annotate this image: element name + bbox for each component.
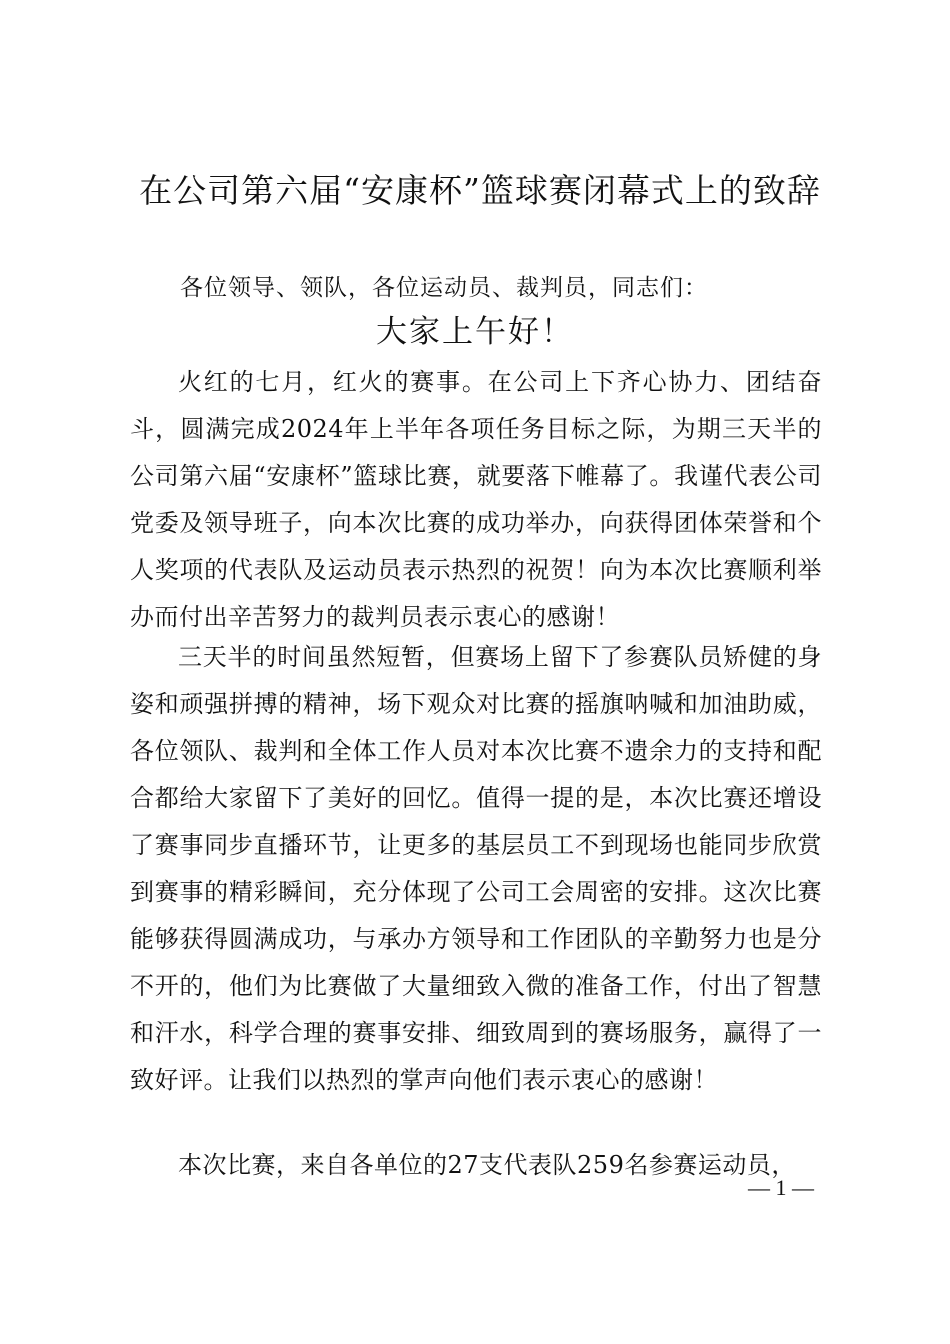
salutation: 各位领导、领队，各位运动员、裁判员，同志们： (180, 275, 708, 301)
greeting: 大家上午好！ (376, 314, 574, 350)
paragraph-1: 火红的七月，红火的赛事。在公司上下齐心协力、团结奋斗，圆满完成2024年上半年各项任务目标之际，为期三天半的公司第六届“安康杯”篮球比赛，就要落下帷幕了。我谨代表公司党委及领导班子，向本次比赛的成功举办，向获得团体荣誉和个人奖项的代表队及运动员表示热烈的祝贺！向为本次比赛顺利举办而付出辛苦努力的裁判员表示衷心的感谢！ (130, 368, 822, 631)
paragraph-2: 三天半的时间虽然短暂，但赛场上留下了参赛队员矫健的身姿和顽强拼搏的精神，场下观众对比赛的摇旗呐喊和加油助威，各位领队、裁判和全体工作人员对本次比赛不遗余力的支持和配合都给大家留下了美好的回忆。值得一提的是，本次比赛还增设了赛事同步直播环节，让更多的基层员工不到现场也能同步欣赏到赛事的精彩瞬间，充分体现了公司工会周密的安排。这次比赛能够获得圆满成功，与承办方领导和工作团队的辛勤努力也是分不开的，他们为比赛做了大量细致入微的准备工作，付出了智慧和汗水，科学合理的赛事安排、细致周到的赛场服务，赢得了一致好评。让我们以热烈的掌声向他们表示衷心的感谢！ (130, 643, 822, 1094)
page-number: — 1 — (748, 1175, 814, 1200)
paragraph-3: 本次比赛，来自各单位的27支代表队259名参赛运动员， (178, 1151, 796, 1179)
document-title: 在公司第六届“安康杯”篮球赛闭幕式上的致辞 (139, 171, 821, 210)
